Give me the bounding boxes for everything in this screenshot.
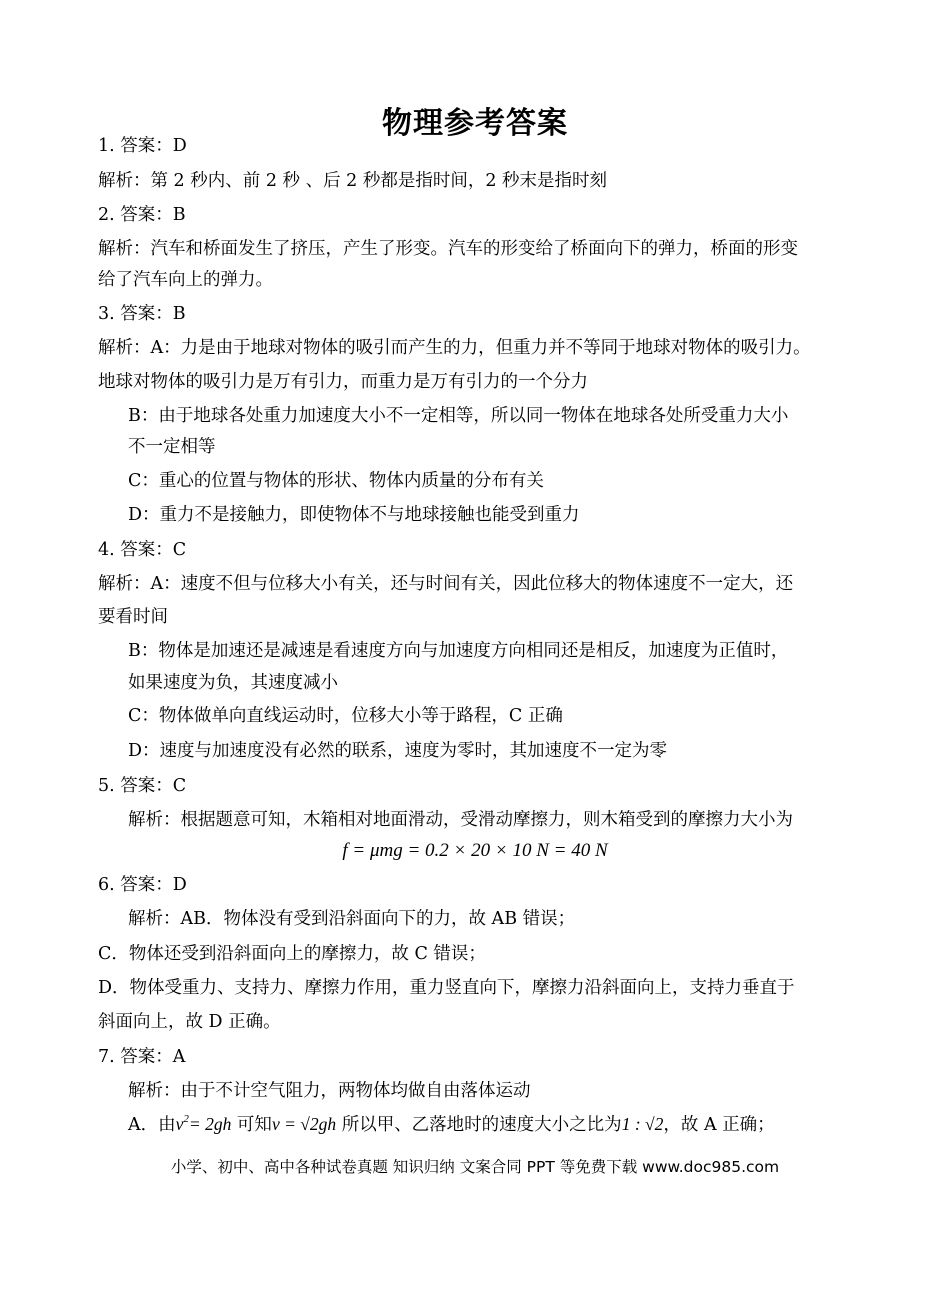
q7a-mid: 可知 [231,1115,272,1135]
text-line: 地球对物体的吸引力是万有引力，而重力是万有引力的一个分力 [98,372,588,392]
text-line: 斜面向上，故 D 正确。 [98,1012,281,1032]
text-line: C．物体还受到沿斜面向上的摩擦力，故 C 错误； [98,944,486,964]
q7a-suffix1: 所以甲、乙落地时的速度大小之比为 [336,1115,622,1135]
text-line: 解析：由于不计空气阻力，两物体均做自由落体运动 [128,1081,531,1101]
text-line: 6. 答案：D [98,875,187,895]
text-line: 解析：A：力是由于地球对物体的吸引而产生的力，但重力并不等同于地球对物体的吸引力。 [98,338,811,358]
q7a-eq2: v = √2gh [271,1114,337,1134]
text-line: B：由于地球各处重力加速度大小不一定相等，所以同一物体在地球各处所受重力大小 [128,406,789,426]
text-line: 要看时间 [98,607,168,627]
text-line: B：物体是加速还是减速是看速度方向与加速度方向相同还是相反，加速度为正值时， [128,641,789,661]
text-line: 解析：A：速度不但与位移大小有关，还与时间有关，因此位移大的物体速度不一定大，还 [98,574,794,594]
text-line: 3. 答案：B [98,304,186,324]
text-line: 不一定相等 [128,437,216,457]
answer-7a-line [128,1112,775,1137]
text-line: 5. 答案：C [98,776,187,796]
text-line: C：物体做单向直线运动时，位移大小等于路程，C 正确 [128,706,563,726]
friction-formula: f = μmg = 0.2 × 20 × 10 N = 40 N [342,840,608,861]
text-line: D．物体受重力、支持力、摩擦力作用，重力竖直向下，摩擦力沿斜面向上，支持力垂直于 [98,978,795,998]
text-line: 4. 答案：C [98,540,187,560]
text-line: 2. 答案：B [98,205,186,225]
text-line: 解析：根据题意可知，木箱相对地面滑动，受滑动摩擦力，则木箱受到的摩擦力大小为 [128,810,793,830]
footer-text: 小学、初中、高中各种试卷真题 知识归纳 文案合同 PPT 等免费下载 www.doc985.com [170,1158,780,1176]
q7a-ratio: 1 : √2 [621,1114,664,1134]
text-line: 给了汽车向上的弹力。 [98,270,273,290]
text-line: 1. 答案：D [98,136,187,156]
text-line: 如果速度为负，其速度减小 [128,673,338,693]
q7a-suffix2: ，故 A 正确； [663,1115,775,1135]
text-line: D：重力不是接触力，即使物体不与地球接触也能受到重力 [128,505,580,525]
text-line: 解析：第 2 秒内、前 2 秒 、后 2 秒都是指时间，2 秒末是指时刻 [98,171,608,191]
q7a-prefix: A．由 [128,1115,176,1135]
text-line: C：重心的位置与物体的形状、物体内质量的分布有关 [128,471,544,491]
text-line: 解析：汽车和桥面发生了挤压，产生了形变。汽车的形变给了桥面向下的弹力，桥面的形变 [98,239,798,259]
text-line: 7. 答案：A [98,1047,186,1067]
text-line: D：速度与加速度没有必然的联系，速度为零时，其加速度不一定为零 [128,741,668,761]
q7a-eq1: $v^2= 2gh$ [175,1113,232,1134]
page-title: 物理参考答案 [382,106,568,141]
text-line: 解析：AB．物体没有受到沿斜面向下的力，故 AB 错误； [128,909,576,929]
